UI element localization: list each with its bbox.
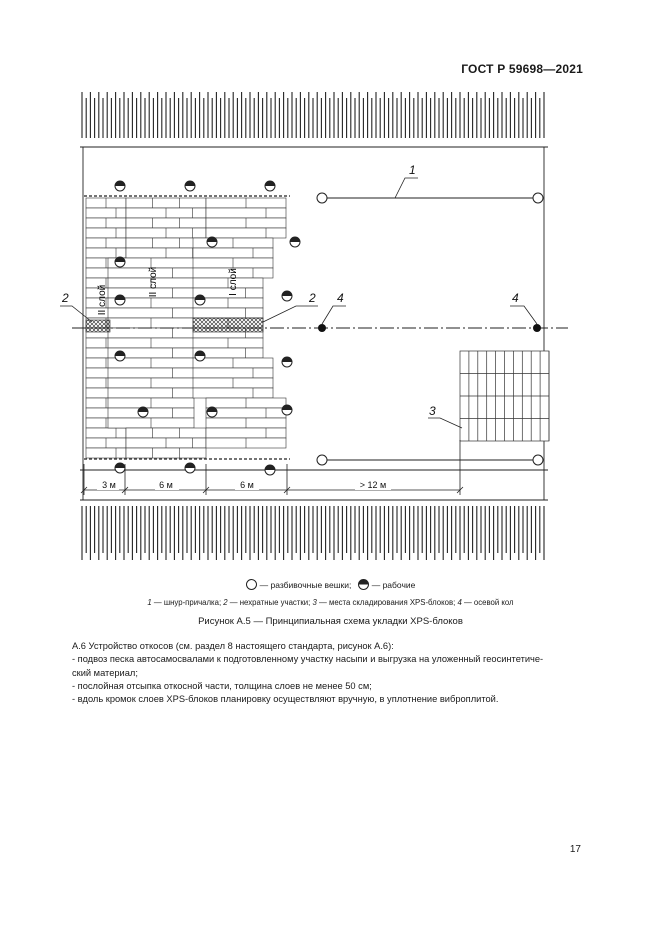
list-item: - послойная отсыпка откосной части, толщина слоев не менее 50 см; [72,680,372,691]
layer-2-label: II слой [97,284,108,316]
working-stake-icon [115,351,125,361]
dim-over-12m: > 12 м [359,480,387,490]
dim-6m-a: 6 м [159,480,173,490]
xps-storage-area [460,351,549,441]
body-text [72,640,592,706]
ground-hatch-bottom [82,506,544,560]
figure-explication: 1 — шнур-причалка; 2 — нехратные участки; 3 — места складирования XPS-блоков; 4 — осевой кол [147,598,514,607]
stake-marker [533,193,543,203]
stake-icon [246,579,257,590]
ground-hatch-top [82,92,544,138]
layer-2-label-inner: II слой [148,266,159,298]
legend-working: — рабочие [371,580,416,590]
stake-marker [317,455,327,465]
layer-1-label: I слой [228,268,239,296]
page-number: 17 [569,844,581,855]
callout-4-right: 4 [512,291,519,305]
paragraph-heading: А.6 Устройство откосов (см. раздел 8 настоящего стандарта, рисунок А.6): [72,641,394,651]
overlap-zone-left [86,320,110,332]
legend-stakes: — разбивочные вешки; [259,580,352,590]
working-stake-icon [185,463,195,473]
working-stake-icon [115,463,125,473]
callout-2-left: 2 [62,291,69,305]
working-stake-icon [282,405,292,415]
callout-2-right: 2 [309,291,316,305]
working-stake-icon [115,257,125,267]
figure-caption: Рисунок А.5 — Принципиальная схема укладки XPS-блоков [198,616,463,627]
working-stake-icon [195,351,205,361]
working-stake-icon [138,407,148,417]
dim-3m: 3 м [102,480,116,490]
legend [0,579,661,590]
list-item-continuation: ский материал; [72,667,138,678]
working-stake-icon [195,295,205,305]
working-stake-icon [115,181,125,191]
callout-4-left: 4 [337,291,344,305]
overlap-zone-center [193,318,263,332]
working-stake-icon [115,295,125,305]
working-stake-icon [265,181,275,191]
list-item: - вдоль кромок слоев XPS-блоков планировку осуществляют вручную, в уплотнение виброплитой. [72,694,499,705]
stake-marker [317,193,327,203]
list-item: - подвоз песка автосамосвалами к подготовленному участку насыпи и выгрузка на уложенный геосинтетиче- [72,654,544,665]
working-stake-icon [358,579,369,590]
working-stake-icon [282,357,292,367]
standard-header: ГОСТ Р 59698—2021 [461,62,583,76]
working-stake-icon [290,237,300,247]
working-stake-icon [265,465,275,475]
dim-6m-b: 6 м [240,480,254,490]
stake-marker [533,455,543,465]
working-stake-icon [207,237,217,247]
working-stake-icon [282,291,292,301]
working-stake-icon [185,181,195,191]
callout-1: 1 [409,163,416,177]
callout-3: 3 [429,404,436,418]
working-stake-icon [207,407,217,417]
